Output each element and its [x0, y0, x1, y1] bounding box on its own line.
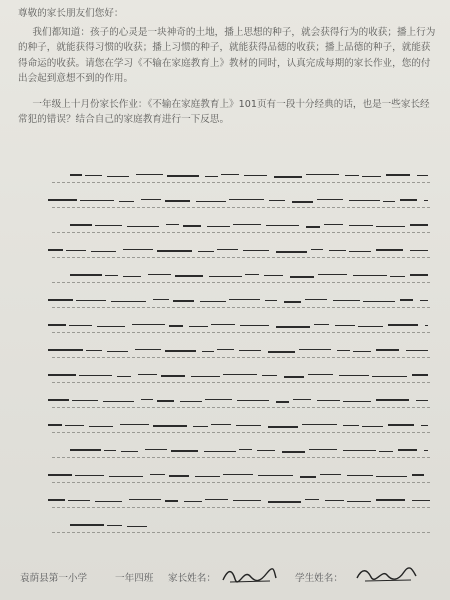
- handwriting-stroke: [424, 200, 428, 201]
- parent-signature: [220, 567, 278, 585]
- handwriting-stroke: [421, 425, 428, 426]
- ruled-line: [52, 257, 430, 258]
- handwriting-stroke: [97, 326, 125, 327]
- handwriting-stroke: [343, 450, 376, 451]
- handwriting-stroke: [127, 226, 159, 227]
- handwriting-stroke: [265, 300, 277, 301]
- handwriting-stroke: [136, 174, 163, 175]
- handwriting-stroke: [138, 374, 157, 375]
- handwriting-stroke: [379, 451, 393, 452]
- school-name: 袁荫县第一小学: [20, 573, 88, 584]
- handwriting-stroke: [183, 225, 201, 227]
- handwriting-stroke: [48, 424, 62, 426]
- handwriting-stroke: [410, 224, 428, 226]
- ruled-line: [52, 457, 430, 458]
- handwriting-stroke: [104, 450, 116, 451]
- handwriting-stroke: [317, 199, 343, 200]
- handwriting-stroke: [150, 474, 165, 475]
- handwriting-stroke: [236, 425, 261, 426]
- handwriting-stroke: [349, 200, 380, 201]
- handwriting-stroke: [184, 501, 202, 502]
- handwriting-stroke: [237, 400, 269, 401]
- handwriting-stroke: [166, 224, 179, 225]
- handwriting-stroke: [353, 351, 371, 352]
- handwriting-stroke: [410, 250, 428, 251]
- handwriting-stroke: [325, 500, 344, 501]
- handwriting-stroke: [347, 501, 371, 502]
- handwriting-stroke: [302, 424, 337, 425]
- handwriting-stroke: [290, 276, 314, 278]
- handwriting-stroke: [274, 176, 302, 178]
- handwriting-stroke: [141, 199, 161, 200]
- handwriting-stroke: [229, 299, 260, 300]
- handwriting-stroke: [406, 350, 428, 351]
- handwriting-stroke: [153, 299, 169, 300]
- handwriting-stroke: [145, 449, 167, 450]
- handwriting-stroke: [311, 249, 323, 250]
- handwriting-stroke: [306, 226, 320, 228]
- handwriting-stroke: [262, 375, 277, 376]
- handwriting-stroke: [268, 501, 301, 503]
- handwriting-stroke: [410, 274, 428, 276]
- handwriting-stroke: [107, 176, 129, 177]
- handwriting-stroke: [119, 201, 134, 202]
- handwriting-stroke: [308, 374, 333, 375]
- handwriting-stroke: [70, 224, 92, 226]
- class-label: 一年四班: [115, 573, 154, 584]
- handwriting-stroke: [167, 175, 199, 177]
- handwriting-stroke: [264, 275, 283, 276]
- handwriting-stroke: [103, 401, 134, 402]
- handwriting-stroke: [412, 374, 428, 376]
- handwriting-stroke: [207, 226, 230, 227]
- handwriting-stroke: [202, 351, 214, 352]
- handwriting-stroke: [135, 349, 161, 350]
- handwriting-stroke: [111, 301, 146, 302]
- handwriting-stroke: [349, 225, 373, 226]
- handwriting-stroke: [193, 426, 208, 427]
- handwriting-stroke: [205, 499, 228, 500]
- ruled-line: [52, 207, 430, 208]
- handwriting-stroke: [417, 175, 428, 176]
- student-signature: [353, 566, 419, 584]
- ruled-line: [52, 332, 430, 333]
- handwriting-stroke: [85, 175, 102, 176]
- handwriting-stroke: [200, 301, 226, 302]
- handwritten-response: [0, 160, 450, 560]
- handwriting-stroke: [123, 276, 141, 277]
- handwriting-stroke: [284, 376, 304, 378]
- handwriting-stroke: [318, 274, 347, 275]
- handwriting-stroke: [233, 224, 261, 225]
- handwriting-stroke: [48, 474, 72, 476]
- handwriting-stroke: [205, 176, 218, 177]
- handwriting-stroke: [157, 250, 192, 252]
- handwriting-stroke: [48, 499, 65, 501]
- handwriting-stroke: [390, 276, 405, 277]
- handwriting-stroke: [161, 375, 185, 377]
- ruled-line: [52, 232, 430, 233]
- handwriting-stroke: [353, 275, 387, 276]
- handwriting-stroke: [339, 375, 369, 376]
- handwriting-stroke: [107, 525, 122, 526]
- handwriting-stroke: [48, 249, 63, 251]
- handwriting-stroke: [175, 275, 203, 277]
- handwriting-stroke: [191, 376, 220, 377]
- handwriting-stroke: [276, 326, 310, 328]
- handwriting-stroke: [165, 200, 190, 202]
- handwriting-stroke: [335, 325, 355, 326]
- handwriting-stroke: [223, 474, 253, 475]
- handwriting-stroke: [211, 324, 235, 325]
- handwriting-stroke: [211, 424, 231, 425]
- handwriting-stroke: [95, 225, 122, 226]
- handwriting-stroke: [157, 400, 174, 402]
- handwriting-stroke: [132, 324, 165, 325]
- handwriting-stroke: [117, 376, 131, 377]
- handwriting-stroke: [223, 374, 257, 375]
- handwriting-stroke: [257, 450, 275, 451]
- handwriting-stroke: [276, 251, 307, 253]
- handwriting-stroke: [343, 425, 359, 426]
- handwriting-stroke: [86, 350, 102, 351]
- handwriting-stroke: [198, 251, 214, 252]
- handwriting-stroke: [376, 349, 399, 351]
- ruled-line: [52, 432, 430, 433]
- ruled-line: [52, 307, 430, 308]
- ruled-line: [52, 407, 430, 408]
- greeting: 尊敬的家长朋友们您好：: [18, 8, 124, 19]
- ruled-line: [52, 532, 430, 533]
- handwriting-stroke: [383, 201, 395, 202]
- handwriting-stroke: [68, 500, 90, 501]
- handwriting-stroke: [70, 274, 102, 276]
- handwriting-stroke: [266, 225, 299, 226]
- handwriting-stroke: [123, 249, 153, 250]
- handwriting-stroke: [127, 526, 147, 527]
- handwriting-stroke: [386, 174, 410, 176]
- handwriting-stroke: [376, 476, 407, 477]
- letter-text: [18, 6, 436, 128]
- handwriting-stroke: [420, 300, 428, 301]
- handwriting-stroke: [48, 349, 83, 351]
- handwriting-stroke: [398, 449, 417, 451]
- handwriting-stroke: [243, 250, 269, 251]
- footer: [20, 570, 440, 592]
- handwriting-stroke: [240, 325, 269, 326]
- handwriting-stroke: [153, 425, 187, 427]
- handwriting-stroke: [363, 301, 395, 302]
- handwriting-stroke: [284, 301, 301, 303]
- handwriting-stroke: [105, 275, 118, 276]
- handwriting-stroke: [180, 401, 202, 402]
- handwriting-stroke: [209, 276, 242, 277]
- handwriting-stroke: [362, 176, 381, 177]
- handwriting-stroke: [80, 200, 114, 201]
- handwriting-stroke: [300, 476, 316, 478]
- handwriting-stroke: [333, 300, 360, 301]
- ruled-line: [52, 282, 430, 283]
- handwriting-stroke: [91, 251, 116, 252]
- handwriting-stroke: [189, 326, 208, 327]
- handwriting-stroke: [173, 300, 194, 302]
- handwriting-stroke: [400, 299, 413, 301]
- handwriting-stroke: [129, 499, 161, 500]
- handwriting-stroke: [121, 451, 138, 452]
- handwriting-stroke: [48, 199, 77, 201]
- handwriting-stroke: [343, 401, 371, 402]
- handwriting-stroke: [148, 274, 171, 275]
- handwriting-stroke: [268, 426, 298, 428]
- ruled-line: [52, 182, 430, 183]
- handwriting-stroke: [292, 201, 313, 203]
- handwriting-stroke: [425, 325, 428, 326]
- handwriting-stroke: [204, 451, 236, 452]
- handwriting-stroke: [107, 351, 128, 352]
- handwriting-stroke: [141, 399, 153, 400]
- handwriting-stroke: [48, 324, 66, 326]
- handwriting-stroke: [171, 450, 198, 452]
- handwriting-stroke: [196, 201, 226, 202]
- handwriting-stroke: [120, 424, 149, 425]
- handwriting-stroke: [269, 200, 285, 201]
- handwriting-stroke: [169, 475, 189, 477]
- handwriting-stroke: [376, 226, 405, 227]
- student-name-label: 学生姓名：: [295, 573, 343, 584]
- handwriting-stroke: [362, 426, 383, 427]
- handwriting-stroke: [424, 450, 428, 451]
- handwriting-stroke: [400, 199, 417, 201]
- handwriting-stroke: [349, 251, 371, 252]
- handwriting-stroke: [95, 501, 122, 502]
- handwriting-stroke: [324, 224, 343, 225]
- handwriting-stroke: [306, 174, 339, 175]
- handwriting-stroke: [48, 374, 76, 376]
- handwriting-stroke: [372, 376, 407, 377]
- handwriting-stroke: [165, 350, 196, 352]
- handwriting-stroke: [233, 500, 261, 501]
- handwriting-stroke: [337, 350, 350, 351]
- handwriting-stroke: [293, 399, 311, 400]
- handwriting-stroke: [299, 349, 331, 350]
- handwriting-stroke: [239, 350, 261, 351]
- handwriting-stroke: [376, 499, 405, 501]
- handwriting-stroke: [416, 400, 428, 401]
- handwriting-stroke: [268, 351, 295, 353]
- handwriting-stroke: [345, 175, 359, 176]
- handwriting-stroke: [376, 249, 403, 251]
- handwriting-stroke: [217, 249, 238, 250]
- handwriting-stroke: [358, 326, 383, 327]
- handwriting-stroke: [48, 299, 73, 301]
- handwriting-stroke: [195, 476, 220, 477]
- handwriting-stroke: [109, 476, 143, 477]
- ruled-line: [52, 382, 430, 383]
- handwriting-stroke: [169, 325, 183, 327]
- handwriting-stroke: [245, 274, 259, 275]
- handwriting-stroke: [347, 475, 373, 476]
- handwriting-stroke: [79, 375, 112, 376]
- handwriting-stroke: [314, 324, 329, 325]
- handwriting-stroke: [69, 325, 92, 326]
- handwriting-stroke: [412, 474, 424, 476]
- intro-paragraph: 我们都知道：孩子的心灵是一块神奇的土地，播上思想的种子，就会获得行为的收获；播上行为的种子，就能获得习惯的收获；播上习惯的种子，就能获得品德的收获；播上品德的种子，就能获得命运的收获。请您在学习《不输在家庭教育上》教材的同时，认真完成每期的家长作业，您的付出会起到意想不到的作用。: [18, 26, 436, 84]
- handwriting-stroke: [72, 400, 98, 401]
- handwriting-stroke: [65, 425, 84, 426]
- handwriting-stroke: [244, 175, 267, 176]
- handwriting-stroke: [317, 400, 340, 401]
- handwriting-stroke: [329, 250, 346, 251]
- ruled-line: [52, 482, 430, 483]
- handwriting-stroke: [76, 300, 106, 301]
- ruled-line: [52, 507, 430, 508]
- handwriting-stroke: [388, 324, 418, 326]
- handwriting-stroke: [66, 250, 86, 251]
- handwriting-stroke: [48, 399, 69, 401]
- handwriting-stroke: [221, 174, 239, 175]
- handwriting-stroke: [165, 500, 178, 502]
- handwriting-stroke: [70, 524, 104, 526]
- handwriting-stroke: [70, 449, 101, 451]
- handwriting-stroke: [309, 449, 337, 450]
- handwriting-stroke: [412, 500, 430, 501]
- assignment-prompt: 一年级上十月份家长作业：《不输在家庭教育上》101页有一段十分经典的话，也是一些家长经常犯的错误？结合自己的家庭教育进行一下反思。: [18, 98, 430, 125]
- handwriting-stroke: [320, 474, 341, 475]
- handwriting-stroke: [376, 399, 409, 401]
- handwriting-stroke: [258, 475, 293, 476]
- handwriting-stroke: [75, 475, 104, 476]
- handwriting-stroke: [205, 399, 232, 400]
- handwriting-stroke: [276, 401, 289, 403]
- handwriting-stroke: [217, 349, 234, 350]
- handwriting-stroke: [282, 451, 305, 453]
- handwriting-stroke: [305, 499, 319, 500]
- handwriting-stroke: [70, 174, 82, 176]
- handwriting-stroke: [239, 449, 252, 450]
- handwriting-stroke: [89, 426, 113, 427]
- handwriting-stroke: [388, 424, 414, 426]
- handwriting-stroke: [305, 299, 327, 300]
- handwriting-stroke: [229, 199, 264, 200]
- ruled-line: [52, 357, 430, 358]
- parent-name-label: 家长姓名：: [168, 573, 216, 584]
